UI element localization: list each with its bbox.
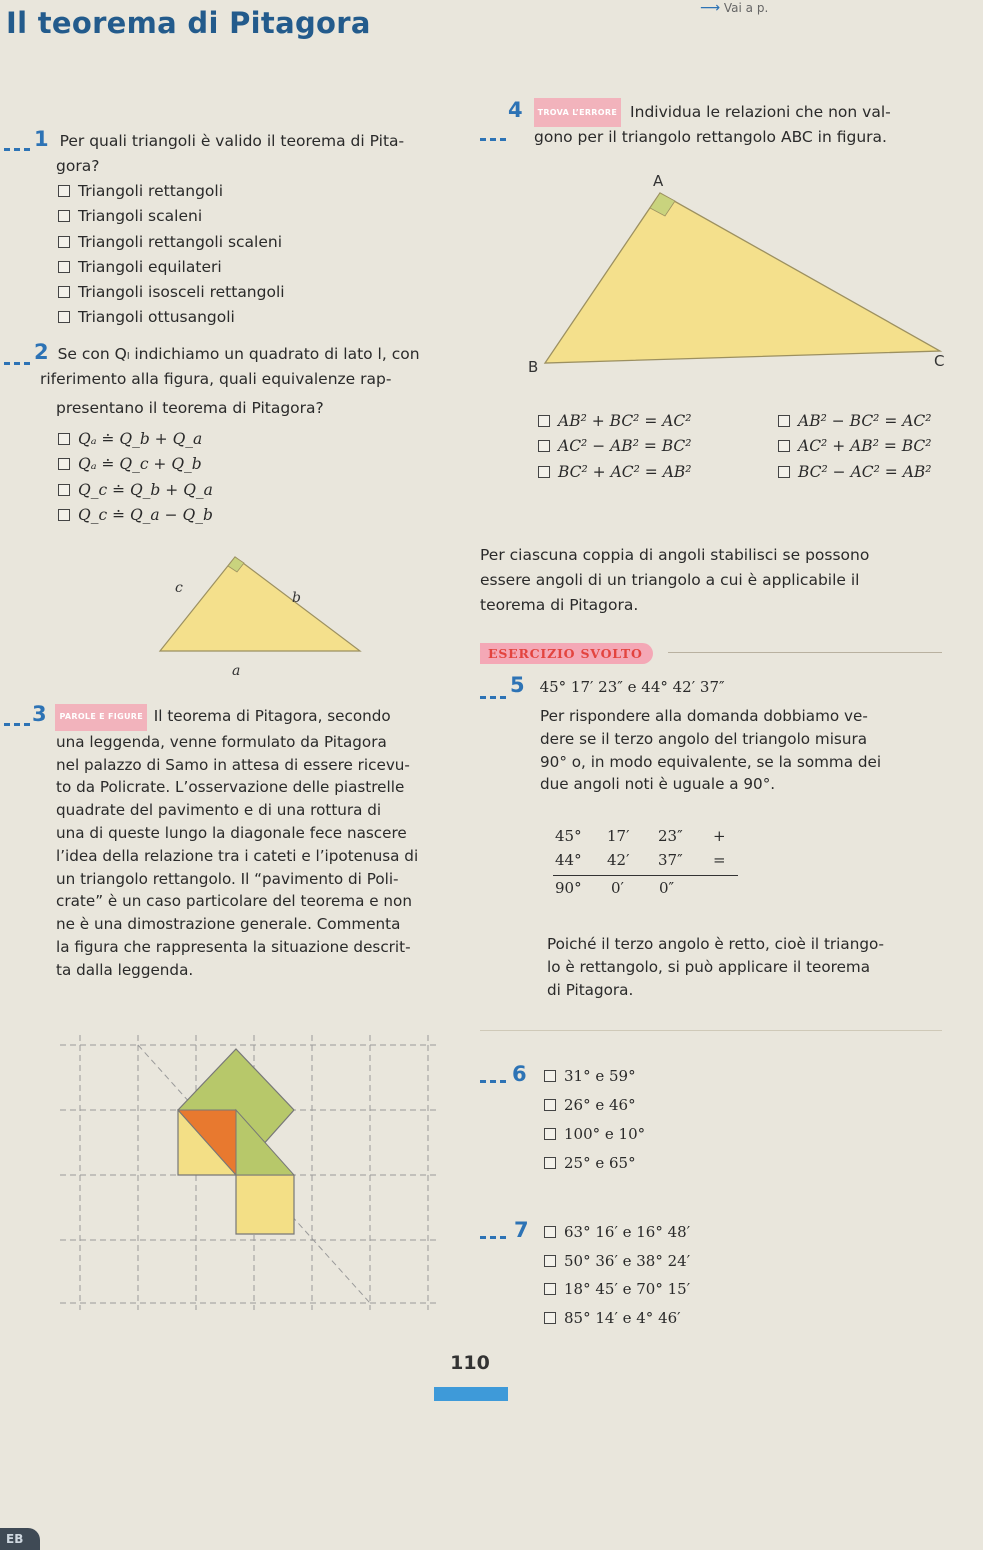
triangle-figure-abc xyxy=(140,545,380,675)
top-note xyxy=(700,0,768,16)
sum-row: 44° 42′ 37″ = xyxy=(555,851,726,869)
side-label-a: a xyxy=(232,663,241,675)
esercizio-svolto-header xyxy=(480,643,942,662)
option[interactable]: Triangoli scaleni xyxy=(58,204,454,229)
vertex-label-c: C xyxy=(934,352,945,370)
exercise-7 xyxy=(480,1218,780,1332)
exercise-5-conclusion: Poiché il terzo angolo è retto, cioè il triango- lo è rettangolo, si può applicare il teorema di Pitagora. xyxy=(547,935,885,999)
arrow-right-icon: ⟶ xyxy=(700,0,721,16)
checkbox-icon[interactable] xyxy=(778,440,790,452)
checkbox-icon[interactable] xyxy=(544,1070,556,1082)
checkbox-icon[interactable] xyxy=(778,415,790,427)
triangle-figure-abc-large xyxy=(520,168,960,383)
triangle-shape xyxy=(545,193,940,363)
exercise-4: 4 TROVA L’ERRORE Individua le relazioni che non val- gono per il triangolo rettangolo ABC in figura. xyxy=(478,98,978,150)
square-leg-2 xyxy=(236,1175,294,1234)
category-tag: TROVA L’ERRORE xyxy=(534,98,622,127)
checkbox-icon[interactable] xyxy=(778,466,790,478)
option[interactable]: 26° e 46° xyxy=(544,1091,780,1120)
category-tag: PAROLE E FIGURE xyxy=(55,704,147,731)
exercise-2-options xyxy=(58,427,454,528)
checkbox-icon[interactable] xyxy=(58,484,70,496)
checkbox-icon[interactable] xyxy=(538,440,550,452)
dash-marker xyxy=(4,148,30,151)
page-number: 110 xyxy=(450,1352,490,1374)
option[interactable]: AB² − BC² = AC² xyxy=(778,409,932,434)
question-text: gora? xyxy=(56,157,100,175)
side-label-b: b xyxy=(292,590,301,606)
checkbox-icon[interactable] xyxy=(58,311,70,323)
option[interactable]: 25° e 65° xyxy=(544,1149,780,1178)
esercizio-svolto-label: ESERCIZIO SVOLTO xyxy=(480,643,653,664)
pavimento-figure xyxy=(50,1035,450,1310)
option[interactable]: Triangoli ottusangoli xyxy=(58,305,454,330)
dash-marker xyxy=(4,723,30,726)
option[interactable]: BC² + AC² = AB² xyxy=(538,460,692,485)
side-label-c: c xyxy=(175,580,183,596)
option[interactable]: Triangoli rettangoli scaleni xyxy=(58,230,454,255)
sum-line xyxy=(553,875,738,876)
option[interactable]: 85° 14′ e 4° 46′ xyxy=(544,1304,780,1333)
exercise-number: 6 xyxy=(512,1062,527,1086)
exercise-2-question: 2 Se con Qₗ indichiamo un quadrato di lato l, con xyxy=(34,340,420,364)
exercise-number: 4 xyxy=(508,98,523,122)
option[interactable]: 63° 16′ e 16° 48′ xyxy=(544,1218,780,1247)
checkbox-icon[interactable] xyxy=(544,1128,556,1140)
option[interactable]: Qₐ ≐ Q_b + Q_a xyxy=(58,427,454,452)
dash-marker xyxy=(480,1236,506,1239)
option[interactable]: 50° 36′ e 38° 24′ xyxy=(544,1247,780,1276)
dash-marker xyxy=(480,1080,506,1083)
page-color-bar xyxy=(434,1387,508,1401)
vertex-label-a: A xyxy=(653,172,664,190)
checkbox-icon[interactable] xyxy=(58,286,70,298)
exercise-number: 7 xyxy=(514,1218,529,1242)
top-note-text: Vai a p. xyxy=(723,1,769,15)
option[interactable]: AB² + BC² = AC² xyxy=(538,409,692,434)
checkbox-icon[interactable] xyxy=(544,1283,556,1295)
checkbox-icon[interactable] xyxy=(544,1226,556,1238)
option[interactable]: 18° 45′ e 70° 15′ xyxy=(544,1275,780,1304)
sum-row: 45° 17′ 23″ + xyxy=(555,827,726,845)
sum-result-row: 90° 0′ 0″ xyxy=(555,879,675,897)
checkbox-icon[interactable] xyxy=(544,1099,556,1111)
divider xyxy=(668,652,942,653)
divider xyxy=(480,1030,942,1031)
exercise-number: 3 xyxy=(32,702,47,726)
exercise-2: 2 Se con Qₗ indichiamo un quadrato di lato l, con riferimento alla figura, quali equivalenze rap- presentano il teorema di Pitagora? Qₐ ≐ Q_b + Q_a Qₐ ≐ Q_c + Q_b Q_c ≐ Q_b + Q_a Q_c ≐ Q_a − Q_b xyxy=(4,340,454,528)
exercise-4-options-left xyxy=(538,409,692,485)
checkbox-icon[interactable] xyxy=(544,1157,556,1169)
exercise-6 xyxy=(480,1062,780,1178)
exercise-4-options-right xyxy=(778,409,932,485)
exercise-number: 2 xyxy=(34,340,49,364)
dash-marker xyxy=(480,696,506,699)
exercise-5: 5 45° 17′ 23″ e 44° 42′ 37″ Per rispondere alla domanda dobbiamo ve- dere se il terzo angolo del triangolo misura 90° o, in modo equivalente, se la somma dei due angoli noti è uguale a 90°. xyxy=(480,673,980,796)
checkbox-icon[interactable] xyxy=(58,458,70,470)
triangle-shape xyxy=(160,557,360,651)
exercise-number: 1 xyxy=(34,127,49,151)
dash-marker xyxy=(480,138,506,141)
option[interactable]: 31° e 59° xyxy=(544,1062,780,1091)
checkbox-icon[interactable] xyxy=(538,415,550,427)
checkbox-icon[interactable] xyxy=(538,466,550,478)
exercise-1-options xyxy=(58,179,454,331)
option[interactable]: Triangoli isosceli rettangoli xyxy=(58,280,454,305)
option[interactable]: Triangoli equilateri xyxy=(58,255,454,280)
checkbox-icon[interactable] xyxy=(544,1255,556,1267)
option[interactable]: Q_c ≐ Q_a − Q_b xyxy=(58,503,454,528)
checkbox-icon[interactable] xyxy=(58,261,70,273)
angle-sum xyxy=(553,827,743,903)
vertex-label-b: B xyxy=(528,358,539,376)
option[interactable]: Triangoli rettangoli xyxy=(58,179,454,204)
exercise-1-question xyxy=(4,127,454,154)
checkbox-icon[interactable] xyxy=(58,236,70,248)
checkbox-icon[interactable] xyxy=(58,210,70,222)
checkbox-icon[interactable] xyxy=(544,1312,556,1324)
checkbox-icon[interactable] xyxy=(58,433,70,445)
corner-label: EB xyxy=(6,1532,24,1546)
option[interactable]: Q_c ≐ Q_b + Q_a xyxy=(58,478,454,503)
checkbox-icon[interactable] xyxy=(58,185,70,197)
option[interactable]: BC² − AC² = AB² xyxy=(778,460,932,485)
option[interactable]: 100° e 10° xyxy=(544,1120,780,1149)
checkbox-icon[interactable] xyxy=(58,509,70,521)
option[interactable]: Qₐ ≐ Q_c + Q_b xyxy=(58,452,454,477)
option[interactable]: AC² − AB² = BC² xyxy=(538,434,692,459)
exercise-number: 5 xyxy=(510,673,525,697)
exercise-3: 3 PAROLE E FIGURE Il teorema di Pitagora, secondo una leggenda, venne formulato da Pitagora nel palazzo di Samo in attesa di essere ricevu- to da Policrate. L’osservazione delle piastrelle quadrate del pavimento e di una rottura di una di queste lungo la diagonale fece nascere l’idea della relazione tra i cateti e l’ipotenusa di un triangolo rettangolo. Il “pavimento di Poli- crate” è un caso particolare del teorema e non ne è una dimostrazione generale. Commenta la figura che rappresenta la situazione descrit- ta dalla leggenda. xyxy=(4,703,454,982)
angles-intro: Per ciascuna coppia di angoli stabilisci se possono essere angoli di un triangolo a cui è applicabile il teorema di Pitagora. xyxy=(480,546,870,614)
exercise-1 xyxy=(4,127,454,331)
corner-badge xyxy=(0,1528,40,1550)
question-text: Per quali triangoli è valido il teorema di Pita- xyxy=(59,132,405,150)
dash-marker xyxy=(4,362,30,365)
option[interactable]: AC² + AB² = BC² xyxy=(778,434,932,459)
page-title: Il teorema di Pitagora xyxy=(6,6,371,40)
